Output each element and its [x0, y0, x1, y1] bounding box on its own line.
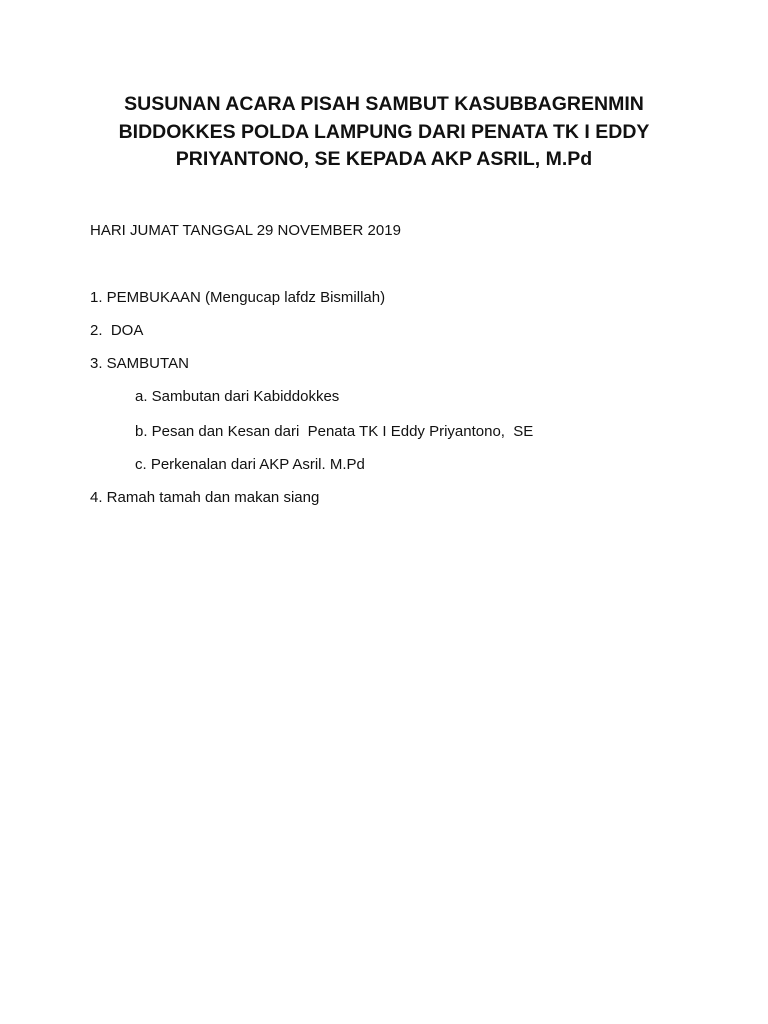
agenda-subitem-b: b. Pesan dan Kesan dari Penata TK I Eddy Priyantono, SE: [135, 423, 534, 440]
agenda-subitem-c: c. Perkenalan dari AKP Asril. M.Pd: [135, 456, 365, 473]
agenda-subitem-a: a. Sambutan dari Kabiddokkes: [135, 388, 340, 405]
agenda-item-speeches: 3. SAMBUTAN: [90, 355, 189, 372]
agenda-item-lunch: 4. Ramah tamah dan makan siang: [90, 489, 320, 506]
agenda-item-prayer: 2. DOA: [90, 322, 144, 339]
event-date-line: HARI JUMAT TANGGAL 29 NOVEMBER 2019: [90, 222, 401, 239]
document-title: SUSUNAN ACARA PISAH SAMBUT KASUBBAGRENMIN BIDDOKKES POLDA LAMPUNG DARI PENATA TK I EDDY PRIYANTONO, SE KEPADA AKP ASRIL, M.Pd: [118, 93, 650, 170]
agenda-item-opening: 1. PEMBUKAAN (Mengucap lafdz Bismillah): [90, 289, 386, 306]
